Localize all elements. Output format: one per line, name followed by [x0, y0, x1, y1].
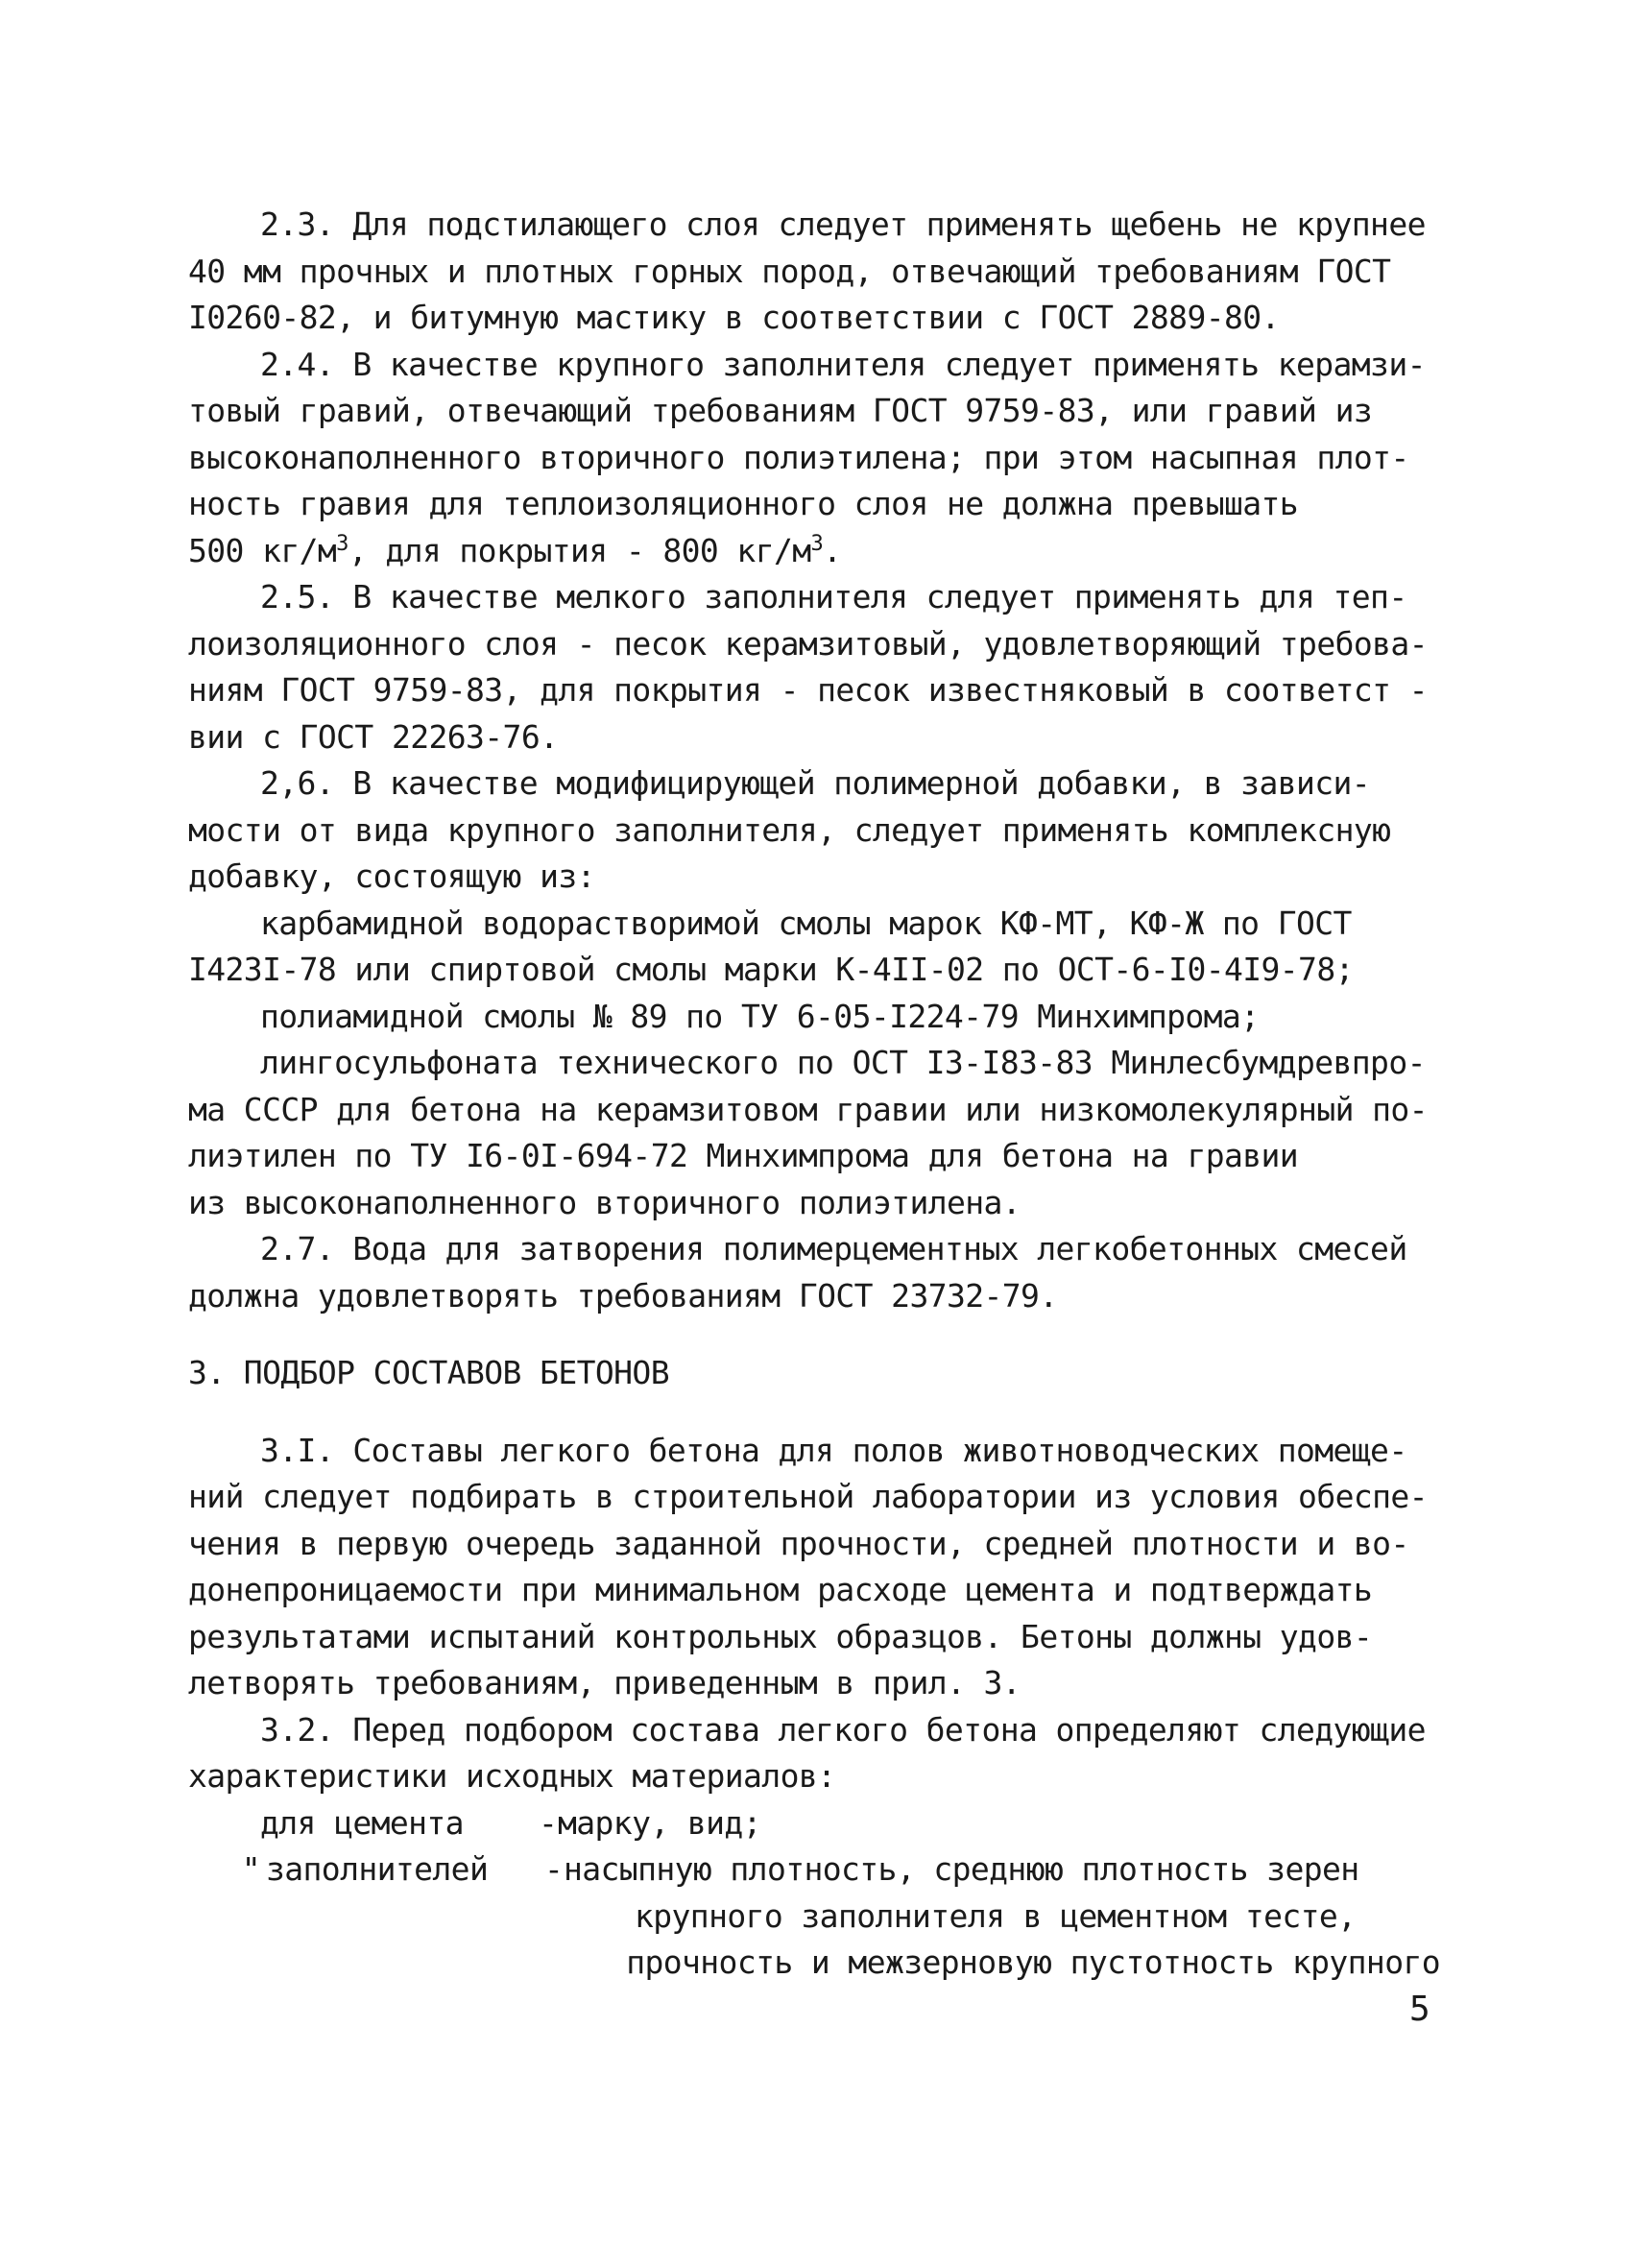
text-line: мости от вида крупного заполнителя, следует применять комплексную: [188, 810, 1391, 849]
text-fragment: .: [823, 531, 842, 569]
superscript: 3: [336, 531, 348, 556]
text-line: лингосульфоната технического по ОСТ I3-I83-83 Минлесбумдревпро-: [260, 1044, 1426, 1081]
paragraph-3-1: [188, 1428, 1440, 1707]
text-line: 3.2. Перед подбором состава легкого бетона определяют следующие: [260, 1710, 1426, 1749]
text-line: 3.I. Составы легкого бетона для полов животноводческих помеще-: [260, 1431, 1407, 1469]
paragraph-2-3: [188, 202, 1440, 342]
definition-description: насыпную плотность, среднюю плотность зерен: [564, 1850, 1359, 1888]
text-line: 2.7. Вода для затворения полимерцементных легкобетонных смесей: [260, 1230, 1407, 1267]
page-number: 5: [1409, 1990, 1430, 2029]
text-line: чения в первую очередь заданной прочности, средней плотности и во-: [188, 1524, 1409, 1562]
text-line: 2.3. Для подстилающего слоя следует применять щебень не крупнее: [260, 205, 1426, 243]
text-line: ма СССР для бетона на керамзитовом гравии или низкомолекулярный по-: [188, 1090, 1428, 1128]
ditto-mark: ": [241, 1850, 260, 1888]
text-line: ниям ГОСТ 9759-83, для покрытия - песок известняковый в соответст -: [188, 671, 1428, 709]
text-line: лоизоляционного слоя - песок керамзитовый, удовлетворяющий требова-: [188, 624, 1428, 663]
text-line: I0260-82, и битумную мастику в соответствии с ГОСТ 2889-80.: [188, 299, 1280, 336]
text-line: должна удовлетворять требованиям ГОСТ 23732-79.: [188, 1276, 1058, 1315]
definition-description: марку, вид;: [558, 1803, 761, 1842]
definition-separator: -: [544, 1850, 564, 1888]
text-line: ность гравия для теплоизоляционного слоя не должна превышать: [188, 485, 1299, 522]
text-line: характеристики исходных материалов:: [188, 1757, 836, 1795]
superscript: 3: [810, 531, 824, 556]
text-fragment: 500 кг/м: [188, 531, 337, 569]
definition-term: для цемента: [260, 1803, 464, 1842]
text-line: 2.5. В качестве мелкого заполнителя следует применять для теп-: [260, 578, 1407, 615]
section-heading: 3. ПОДБОР СОСТАВОВ БЕТОНОВ: [188, 1354, 669, 1391]
text-line: 2.4. В качестве крупного заполнителя следует применять керамзи-: [260, 345, 1426, 383]
definition-row: [188, 1800, 1440, 1847]
text-line: летворять требованиям, приведенным в прил. 3.: [188, 1664, 1021, 1701]
text-line: товый гравий, отвечающий требованиям ГОСТ 9759-83, или гравий из: [188, 392, 1373, 429]
definition-spacer: [188, 1940, 626, 1987]
paragraph-2-4: [188, 342, 1440, 575]
definition-row: [188, 1846, 1440, 1894]
text-fragment: , для покрытия - 800 кг/м: [348, 531, 811, 569]
text-line: добавку, состоящую из:: [188, 857, 595, 895]
text-line: результатами испытаний контрольных образцов. Бетоны должны удов-: [188, 1617, 1373, 1655]
text-line: I423I-78 или спиртовой смолы марки К-4II-02 по ОСТ-6-I0-4I9-78;: [188, 951, 1354, 988]
definition-term: заполнителей: [266, 1850, 489, 1888]
paragraph-2-6: [188, 760, 1440, 1226]
definition-spacer: [188, 1894, 635, 1941]
text-line: из высоконаполненного вторичного полиэтилена.: [188, 1183, 1021, 1221]
text-line: вии с ГОСТ 22263-76.: [188, 717, 559, 756]
paragraph-3-2: [188, 1707, 1440, 1987]
definition-row: [188, 1940, 1440, 1987]
text-line: полиамидной смолы № 89 по ТУ 6-05-I224-79 Минхимпрома;: [260, 997, 1260, 1035]
paragraph-2-5: [188, 574, 1440, 760]
paragraph-2-7: [188, 1226, 1440, 1319]
text-line: донепроницаемости при минимальном расходе цемента и подтверждать: [188, 1571, 1373, 1608]
definition-description: прочность и межзерновую пустотность крупного: [626, 1943, 1440, 1981]
text-line: ний следует подбирать в строительной лаборатории из условия обеспе-: [188, 1478, 1428, 1515]
text-line: 40 мм прочных и плотных горных пород, отвечающий требованиям ГОСТ: [188, 252, 1391, 290]
text-line: карбамидной водорастворимой смолы марок КФ-МТ, КФ-Ж по ГОСТ: [260, 904, 1352, 942]
document-page: [188, 202, 1440, 1987]
definition-row: [188, 1894, 1440, 1941]
definition-description: крупного заполнителя в цементном тесте,: [635, 1896, 1357, 1935]
text-line: высоконаполненного вторичного полиэтилена; при этом насыпная плот-: [188, 438, 1409, 476]
text-line: лиэтилен по ТУ I6-0I-694-72 Минхимпрома для бетона на гравии: [188, 1137, 1299, 1174]
text-line: [188, 528, 1440, 575]
text-line: 2,6. В качестве модифицирующей полимерной добавки, в зависи-: [260, 764, 1371, 802]
definition-separator: -: [539, 1803, 558, 1842]
